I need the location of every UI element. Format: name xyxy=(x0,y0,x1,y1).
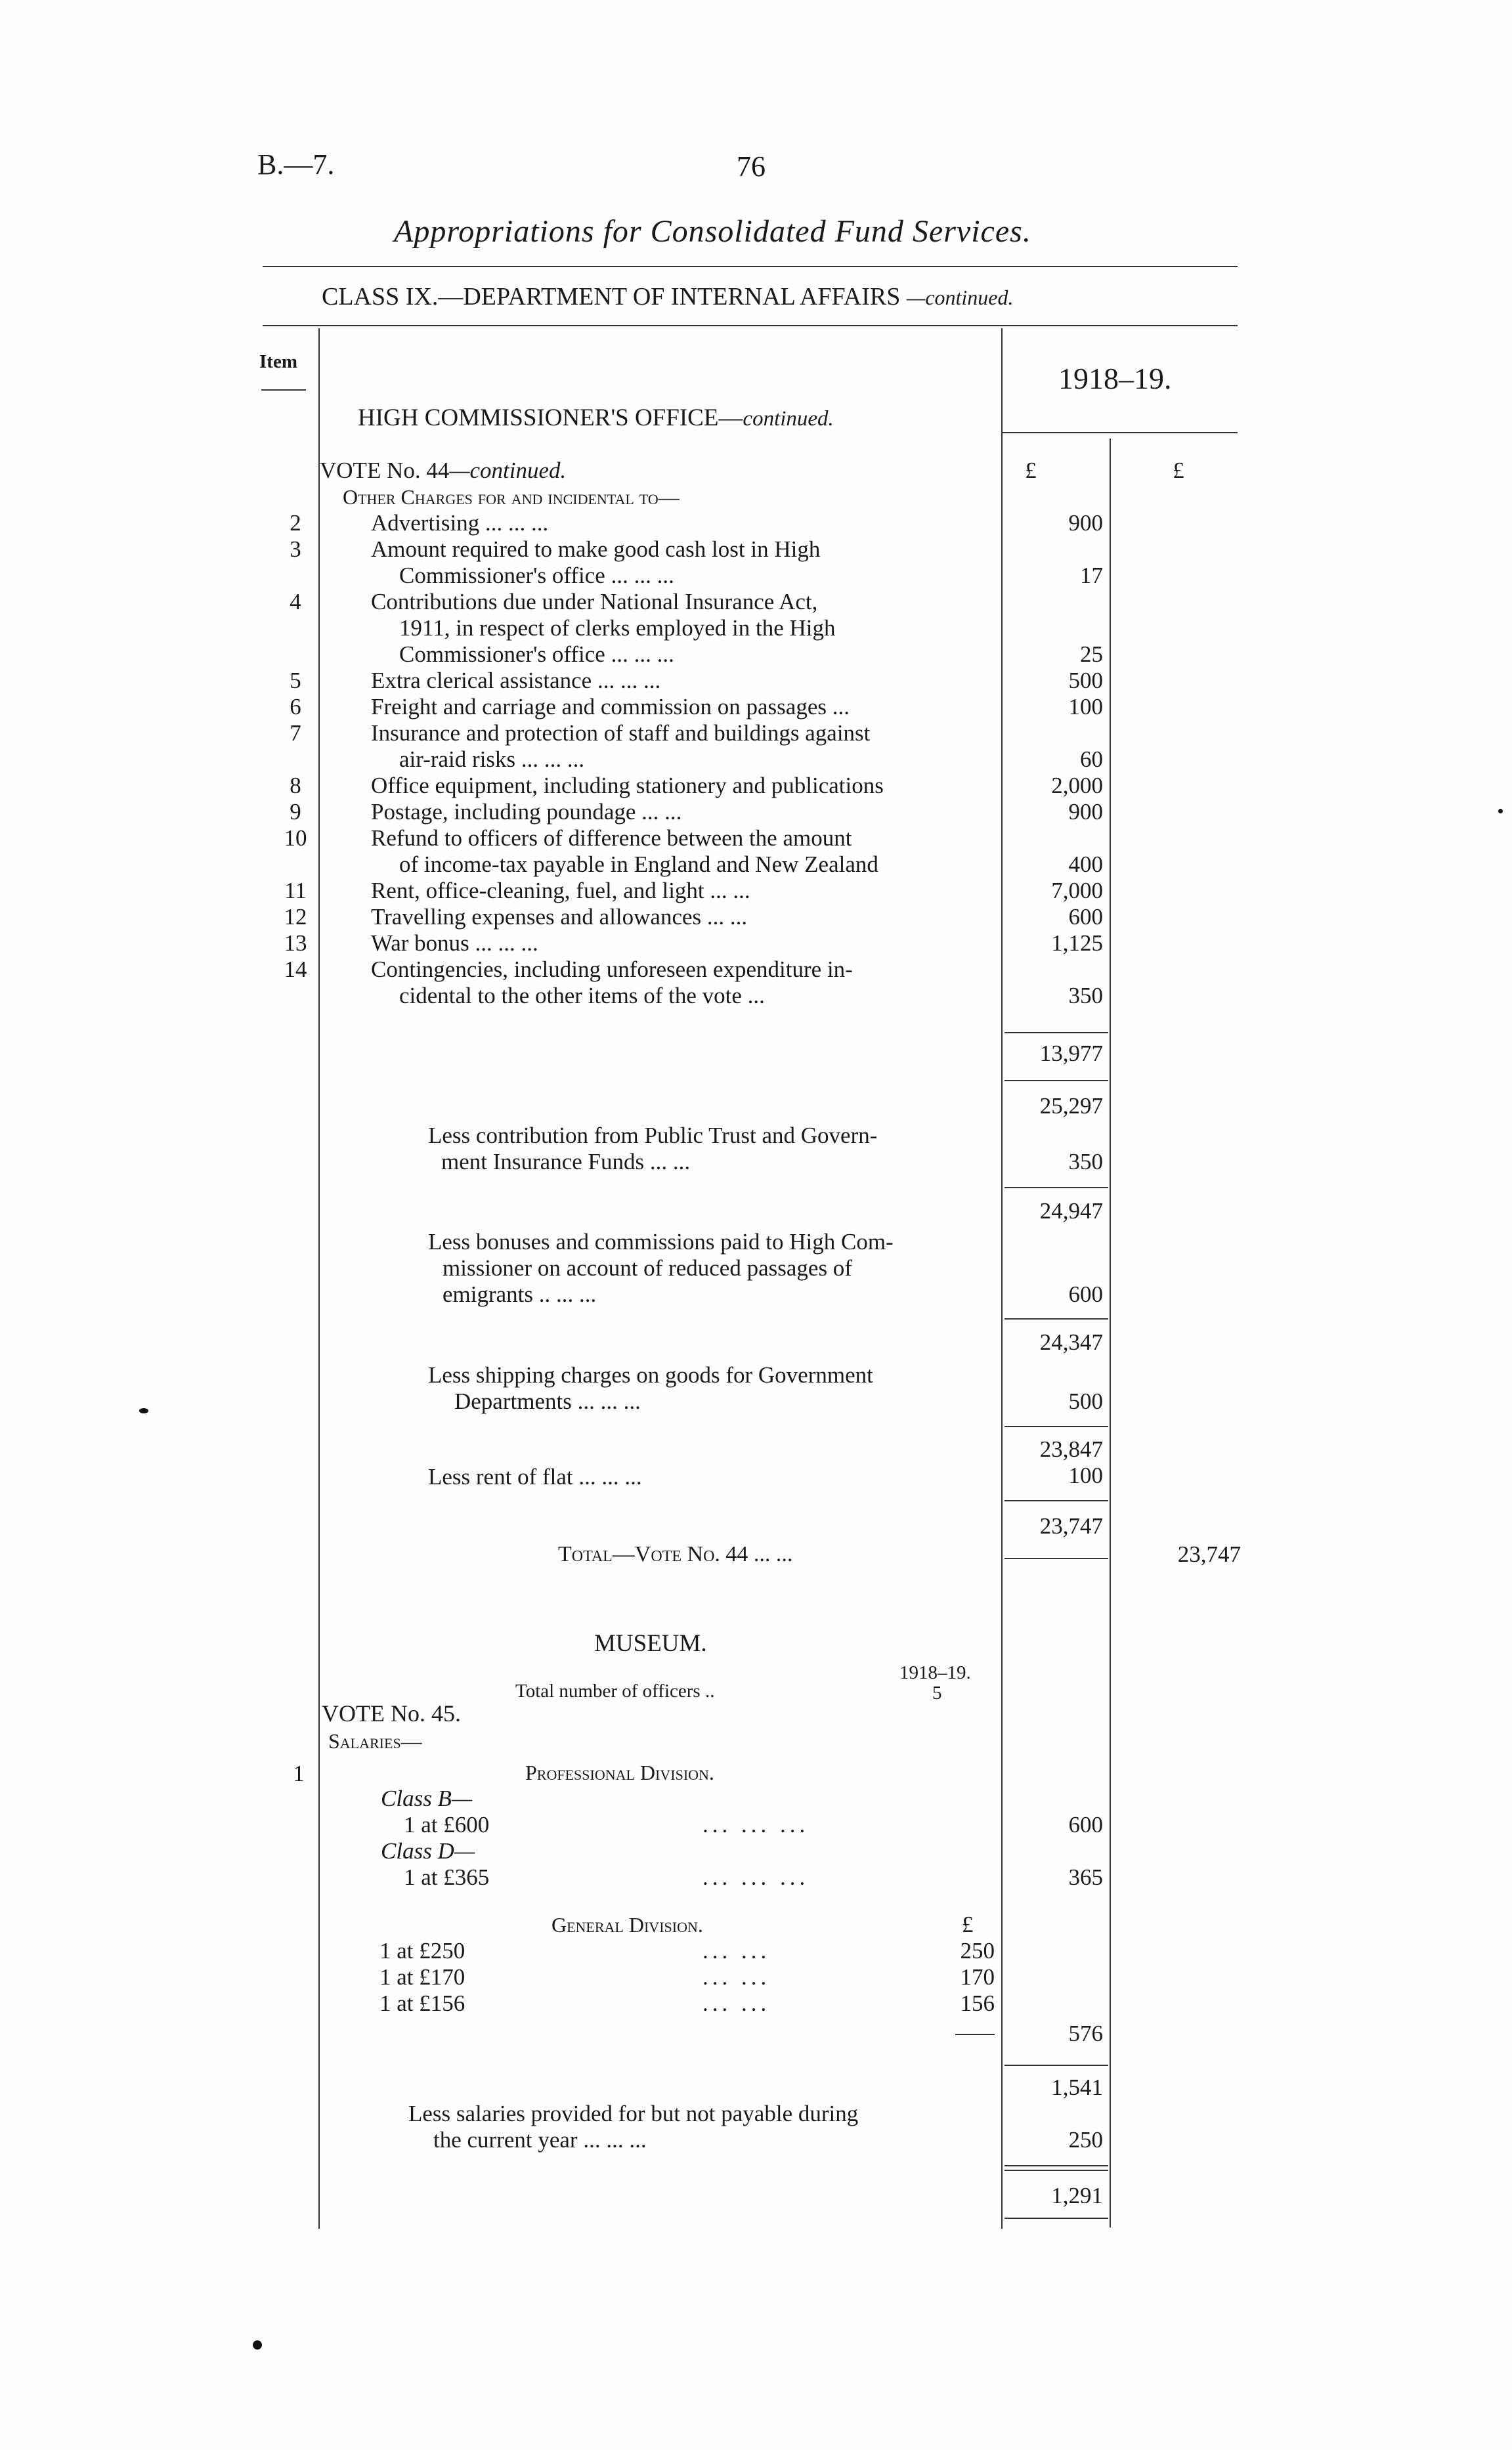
museum-officers-year: 1918–19. xyxy=(899,1662,971,1683)
total-rule xyxy=(1004,1558,1108,1559)
item-amount: 2,000 xyxy=(1051,773,1103,798)
general-division-pound: £ xyxy=(962,1912,974,1937)
vote-44-label: VOTE No. 44 xyxy=(320,458,450,483)
sum2-rule xyxy=(1004,1187,1108,1188)
general-row-amount: 170 xyxy=(960,1964,995,1990)
less-bonuses-line2: missioner on account of reduced passages of xyxy=(443,1255,852,1281)
other-charges-subheading: Other Charges for and incidental to— xyxy=(343,485,680,509)
less-bonuses-line3: emigrants .. ... ... xyxy=(443,1281,597,1307)
less-contribution-amount: 350 xyxy=(1068,1149,1103,1174)
item-number: 7 xyxy=(290,720,301,746)
item-amount: 100 xyxy=(1068,694,1103,720)
hc-sum2: 24,947 xyxy=(1039,1198,1103,1224)
item-description-line: Commissioner's office ... ... ... xyxy=(399,641,674,667)
general-row-label: 1 at £170 xyxy=(379,1964,465,1990)
museum-bottom-rule xyxy=(1004,2218,1108,2219)
hc-sum4: 23,847 xyxy=(1039,1436,1103,1462)
general-row-amount: 156 xyxy=(960,1990,995,2016)
general-row-dots: ... ... xyxy=(702,1938,771,1964)
ink-speck xyxy=(253,2340,262,2350)
less-rent-line: Less rent of flat ... ... ... xyxy=(428,1464,642,1490)
item-description-line: Advertising ... ... ... xyxy=(371,510,549,536)
item-number: 10 xyxy=(284,825,307,851)
item-number: 11 xyxy=(284,878,307,903)
less-rent-amount: 100 xyxy=(1068,1463,1103,1488)
item-number: 5 xyxy=(290,668,301,693)
sum3-rule xyxy=(1004,1318,1108,1320)
general-division-total: 576 xyxy=(1068,2021,1103,2046)
item-description-line: Postage, including poundage ... ... xyxy=(371,799,682,825)
item-number: 8 xyxy=(290,773,301,798)
page-title: Appropriations for Consolidated Fund Services. xyxy=(394,214,1031,249)
general-row-label: 1 at £250 xyxy=(379,1938,465,1964)
museum-net-rule xyxy=(1004,2165,1108,2166)
vote-44-heading xyxy=(320,458,566,484)
general-row-label: 1 at £156 xyxy=(379,1990,465,2016)
title-rule xyxy=(263,266,1238,267)
year-header-rule xyxy=(1001,432,1238,433)
general-row-dots: ... ... xyxy=(702,1990,771,2016)
item-number: 2 xyxy=(290,510,301,536)
ink-speck xyxy=(139,1408,148,1413)
amount-column-right-rule xyxy=(1110,439,1111,2227)
museum-officers-label: Total number of officers .. xyxy=(515,1681,715,1702)
class-heading xyxy=(322,282,1014,311)
item-column-rule xyxy=(318,328,320,2229)
item-number: 6 xyxy=(290,694,301,720)
museum-sum-rule xyxy=(1004,2065,1108,2066)
item-number: 13 xyxy=(284,930,307,956)
item-number: 3 xyxy=(290,536,301,562)
item-number: 14 xyxy=(284,956,307,982)
less-bonuses-line1: Less bonuses and commissions paid to High Com- xyxy=(428,1229,894,1255)
less-bonuses-amount: 600 xyxy=(1068,1281,1103,1307)
class-heading-continued: —continued. xyxy=(906,286,1014,309)
sum5-rule xyxy=(1004,1500,1108,1501)
less-salaries-amount: 250 xyxy=(1068,2127,1103,2153)
item-description-line: Contributions due under National Insurance Act, xyxy=(371,589,818,614)
museum-heading: MUSEUM. xyxy=(594,1630,707,1657)
item-number: 4 xyxy=(290,589,301,614)
salaries-subheading: Salaries— xyxy=(328,1729,422,1753)
item-description-line: Extra clerical assistance ... ... ... xyxy=(371,668,661,693)
item-description-line: Contingencies, including unforeseen expenditure in- xyxy=(371,956,853,982)
item-amount: 17 xyxy=(1080,563,1103,588)
vote-45-heading: VOTE No. 45. xyxy=(322,1700,461,1727)
item-amount: 60 xyxy=(1080,746,1103,772)
total-vote-44-label: Total—Vote No. 44 ... ... xyxy=(558,1542,793,1566)
hc-section-heading xyxy=(358,404,834,432)
professional-division-heading: Professional Division. xyxy=(525,1761,714,1784)
sum4-rule xyxy=(1004,1426,1108,1427)
amount-column-left-rule xyxy=(1001,328,1003,2229)
class-b-label: Class B— xyxy=(381,1786,473,1811)
museum-item-number: 1 xyxy=(293,1761,305,1786)
hc-sum3: 24,347 xyxy=(1039,1329,1103,1355)
museum-net-rule-double xyxy=(1004,2170,1108,2171)
item-description-line: Office equipment, including stationery and publications xyxy=(371,773,884,798)
item-description-line: cidental to the other items of the vote ... xyxy=(399,983,765,1008)
item-description-line: Insurance and protection of staff and buildings against xyxy=(371,720,871,746)
hc-heading-continued: continued. xyxy=(743,407,834,431)
class-d-amount: 365 xyxy=(1068,1864,1103,1890)
item-description-line: 1911, in respect of clerks employed in the High xyxy=(399,615,836,641)
general-row-amount: 250 xyxy=(960,1938,995,1964)
less-contribution-line2: ment Insurance Funds ... ... xyxy=(441,1149,691,1174)
item-description-line: Commissioner's office ... ... ... xyxy=(399,563,674,588)
item-amount: 500 xyxy=(1068,668,1103,693)
less-shipping-line2: Departments ... ... ... xyxy=(454,1388,641,1414)
item-description-line: Freight and carriage and commission on passages ... xyxy=(371,694,850,720)
item-header-rule xyxy=(261,389,306,391)
item-amount: 900 xyxy=(1068,510,1103,536)
page-number: 76 xyxy=(737,150,766,183)
item-description-line: Refund to officers of difference between the amount xyxy=(371,825,852,851)
item-number: 12 xyxy=(284,904,307,930)
item-description-line: air-raid risks ... ... ... xyxy=(399,746,585,772)
class-heading-text: CLASS IX.—DEPARTMENT OF INTERNAL AFFAIRS xyxy=(322,283,901,311)
class-d-label: Class D— xyxy=(381,1838,475,1864)
item-description-line: of income-tax payable in England and New Zealand xyxy=(399,851,878,877)
hc-heading-text: HIGH COMMISSIONER'S OFFICE— xyxy=(358,404,743,431)
less-salaries-line1: Less salaries provided for but not payable during xyxy=(408,2101,859,2126)
class-b-line: 1 at £600 xyxy=(404,1812,490,1838)
item-description-line: Amount required to make good cash lost in High xyxy=(371,536,821,562)
item-amount: 25 xyxy=(1080,641,1103,667)
hc-subtotal: 13,977 xyxy=(1039,1041,1103,1066)
museum-net-amount: 1,291 xyxy=(1051,2183,1103,2208)
class-b-dots: ... ... ... xyxy=(702,1812,810,1838)
class-d-dots: ... ... ... xyxy=(702,1864,810,1890)
museum-sum1: 1,541 xyxy=(1051,2074,1103,2100)
item-amount: 400 xyxy=(1068,851,1103,877)
pound-sign-left: £ xyxy=(1025,458,1037,483)
less-shipping-amount: 500 xyxy=(1068,1388,1103,1414)
subtotal-rule xyxy=(1004,1032,1108,1033)
vote-44-continued: —continued. xyxy=(449,458,567,483)
item-amount: 600 xyxy=(1068,904,1103,930)
less-salaries-line2: the current year ... ... ... xyxy=(433,2127,647,2153)
ink-speck xyxy=(1498,809,1503,813)
class-b-amount: 600 xyxy=(1068,1812,1103,1838)
total-vote-44-amount: 23,747 xyxy=(1177,1541,1241,1567)
item-amount: 350 xyxy=(1068,983,1103,1008)
item-description-line: War bonus ... ... ... xyxy=(371,930,538,956)
pound-sign-right: £ xyxy=(1173,458,1184,483)
class-heading-rule xyxy=(263,325,1238,326)
sum1-rule xyxy=(1004,1080,1108,1081)
item-amount: 7,000 xyxy=(1051,878,1103,903)
museum-officers-count: 5 xyxy=(932,1683,942,1704)
general-division-heading: General Division. xyxy=(551,1913,703,1937)
class-d-line: 1 at £365 xyxy=(404,1864,490,1890)
item-description-line: Travelling expenses and allowances ... ... xyxy=(371,904,748,930)
item-number: 9 xyxy=(290,799,301,825)
less-shipping-line1: Less shipping charges on goods for Government xyxy=(428,1362,873,1388)
general-row-dots: ... ... xyxy=(702,1964,771,1990)
item-column-header: Item xyxy=(259,351,297,372)
year-column-header: 1918–19. xyxy=(1058,362,1172,395)
hc-sum5: 23,747 xyxy=(1039,1513,1103,1539)
report-reference: B.—7. xyxy=(257,148,335,181)
less-contribution-line1: Less contribution from Public Trust and Govern- xyxy=(428,1123,878,1148)
item-amount: 900 xyxy=(1068,799,1103,825)
item-description-line: Rent, office-cleaning, fuel, and light ... ... xyxy=(371,878,750,903)
item-amount: 1,125 xyxy=(1051,930,1103,956)
hc-sum1: 25,297 xyxy=(1039,1093,1103,1119)
